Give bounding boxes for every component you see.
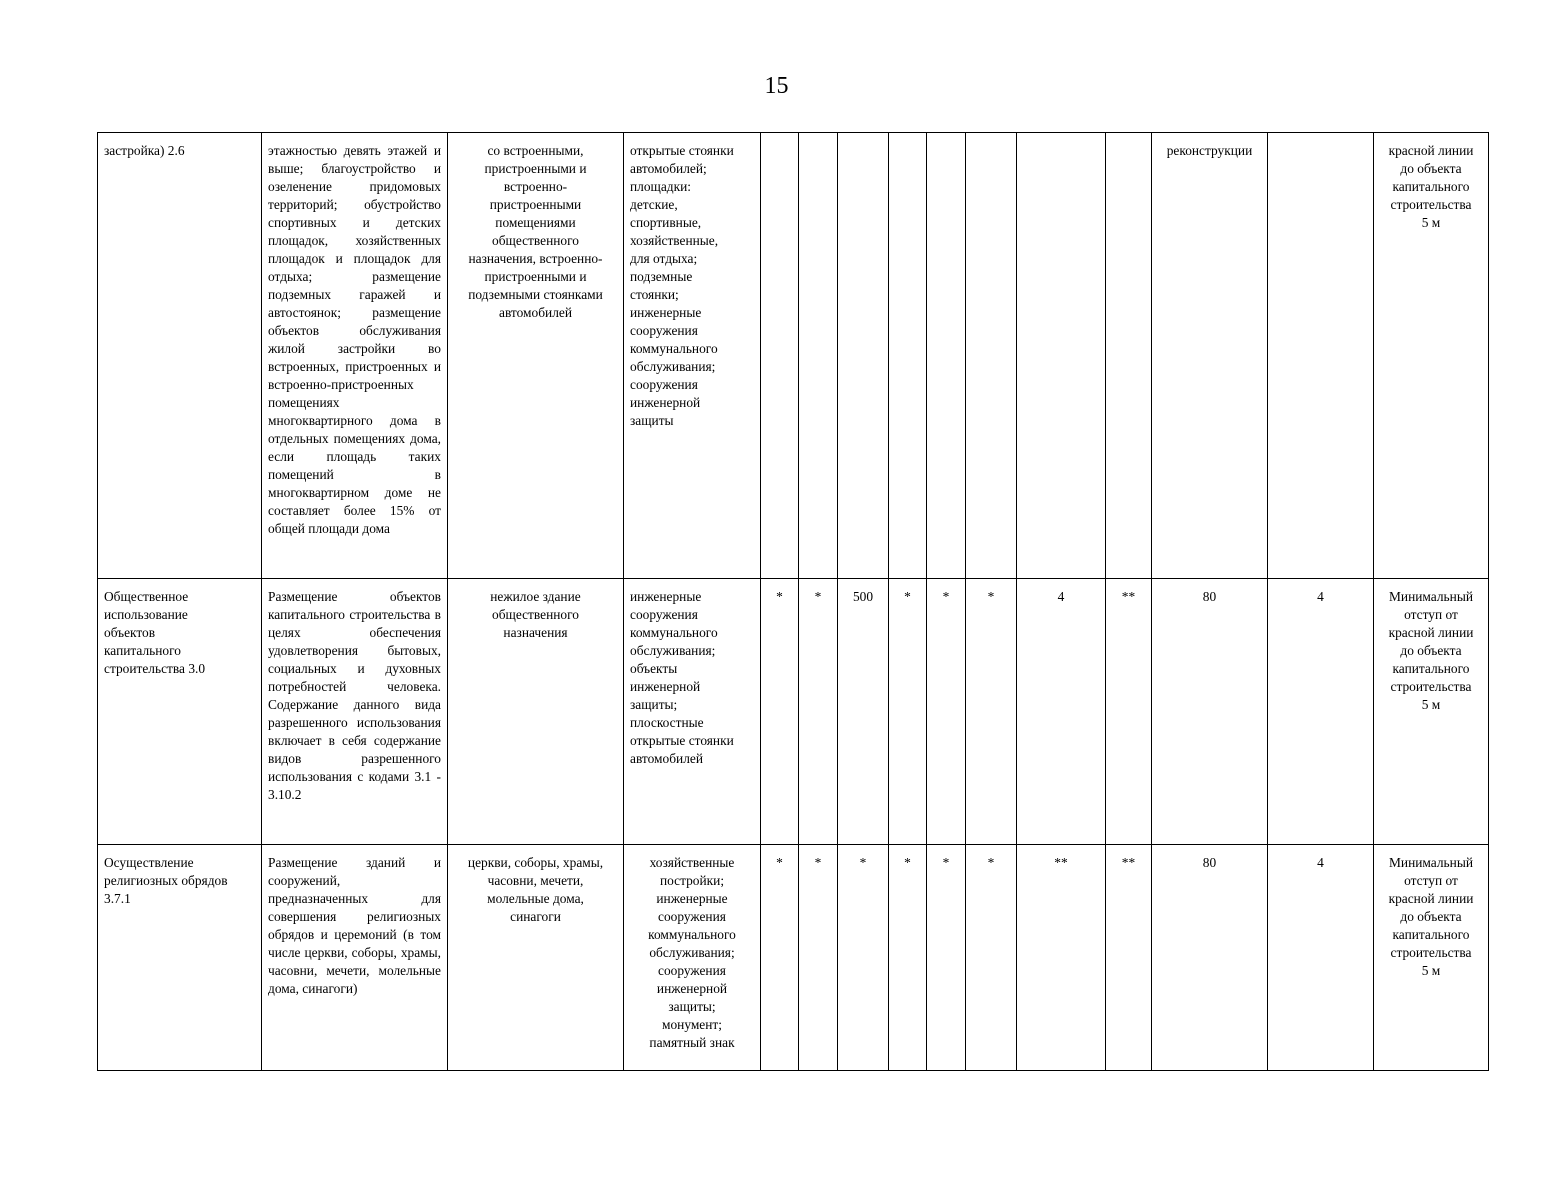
- param-value: 4: [1317, 855, 1324, 870]
- setback-cell: [1374, 579, 1489, 845]
- param-cell-1: [761, 579, 799, 845]
- setback-text: красной линии до объекта капитального строительства 5 м: [1388, 143, 1474, 230]
- param-cell-9: [1152, 845, 1268, 1071]
- setback-text: Минимальный отступ от красной линии до объекта капитального строительства 5 м: [1388, 855, 1474, 978]
- use-description-cell: [262, 845, 448, 1071]
- param-cell-10: [1268, 579, 1374, 845]
- param-cell-10: [1268, 133, 1374, 579]
- param-cell-4: [889, 845, 927, 1071]
- use-name: Осуществление религиозных обрядов 3.7.1: [104, 855, 228, 906]
- param-value: *: [942, 589, 950, 604]
- param-cell-2: [799, 133, 838, 579]
- main-object-cell: [448, 845, 624, 1071]
- param-cell-9: [1152, 133, 1268, 579]
- use-name: Общественное использование объектов капитального строительства 3.0: [104, 589, 206, 676]
- setback-cell: [1374, 133, 1489, 579]
- auxiliary-object-cell: [624, 579, 761, 845]
- use-description: Размещение зданий и сооружений, предназначенных для совершения религиозных обрядов и церемоний (в том числе церкви, соборы, храмы, часовни, мечети, молельные дома, синагоги): [268, 855, 441, 996]
- auxiliary-object: хозяйственные постройки; инженерные сооружения коммунального обслуживания; сооружения инженерной защиты; монумент; памятный знак: [648, 855, 736, 1050]
- use-description-cell: [262, 579, 448, 845]
- param-cell-7: [1017, 579, 1106, 845]
- param-value: *: [987, 589, 995, 604]
- param-cell-3: [838, 133, 889, 579]
- page-number: 15: [764, 73, 789, 99]
- use-name: застройка) 2.6: [104, 143, 185, 158]
- auxiliary-object-cell: [624, 845, 761, 1071]
- table-row: [98, 845, 1489, 1071]
- param-cell-7: [1017, 845, 1106, 1071]
- param-value: *: [776, 589, 783, 604]
- param-value: *: [904, 589, 911, 604]
- param-cell-2: [799, 845, 838, 1071]
- param-value: 4: [1057, 589, 1065, 604]
- param-value: *: [814, 855, 822, 870]
- auxiliary-object-cell: [624, 133, 761, 579]
- permitted-use-table: [97, 132, 1489, 1071]
- param-value: *: [942, 855, 950, 870]
- use-description-cell: [262, 133, 448, 579]
- param-value: *: [814, 589, 822, 604]
- main-object: со встроенными, пристроенными и встроенно- пристроенными помещениями общественного назначения, встроенно- пристроенными и подземными стоянками автомобилей: [468, 143, 603, 320]
- main-object: нежилое здание общественного назначения: [490, 589, 581, 640]
- param-cell-10: [1268, 845, 1374, 1071]
- main-object-cell: [448, 133, 624, 579]
- use-description: этажностью девять этажей и выше; благоустройство и озеленение придомовых территорий; обустройство спортивных и детских площадок, хозяйственных площадок и площадок для отдыха; размещение подземных гаражей и автостоянок; размещение объектов обслуживания жилой застройки во встроенных, пристроенных и встроенно-пристроенных помещениях многоквартирного дома в отдельных помещениях дома, если площадь таких помещений в многоквартирном доме не составляет более 15% от общей площади дома: [268, 143, 441, 536]
- param-value: *: [904, 855, 911, 870]
- table-row: [98, 133, 1489, 579]
- param-value: реконструкции: [1166, 143, 1253, 158]
- main-object-cell: [448, 579, 624, 845]
- param-cell-4: [889, 133, 927, 579]
- param-cell-4: [889, 579, 927, 845]
- param-value: *: [859, 855, 867, 870]
- param-cell-3: [838, 845, 889, 1071]
- auxiliary-object: открытые стоянки автомобилей; площадки: детские, спортивные, хозяйственные, для отдыха; подземные стоянки; инженерные сооружения коммунального обслуживания; сооружения инженерной защиты: [630, 143, 734, 428]
- param-cell-8: [1106, 845, 1152, 1071]
- param-value: *: [987, 855, 995, 870]
- param-cell-6: [966, 133, 1017, 579]
- main-object: церкви, соборы, храмы, часовни, мечети, молельные дома, синагоги: [467, 855, 604, 924]
- param-cell-6: [966, 845, 1017, 1071]
- setback-cell: [1374, 845, 1489, 1071]
- setback-text: Минимальный отступ от красной линии до объекта капитального строительства 5 м: [1388, 589, 1474, 712]
- param-cell-6: [966, 579, 1017, 845]
- param-value: 4: [1317, 589, 1324, 604]
- param-cell-1: [761, 133, 799, 579]
- param-value: 500: [852, 589, 874, 604]
- use-name-cell: [98, 579, 262, 845]
- param-cell-8: [1106, 133, 1152, 579]
- param-cell-5: [927, 579, 966, 845]
- param-value: *: [776, 855, 783, 870]
- param-cell-5: [927, 133, 966, 579]
- param-value: **: [1121, 855, 1136, 870]
- param-cell-1: [761, 845, 799, 1071]
- param-value: 80: [1202, 589, 1217, 604]
- param-cell-5: [927, 845, 966, 1071]
- auxiliary-object: инженерные сооружения коммунального обслуживания; объекты инженерной защиты; плоскостные открытые стоянки автомобилей: [630, 589, 734, 766]
- param-value: 80: [1202, 855, 1217, 870]
- param-value: **: [1054, 855, 1068, 870]
- param-cell-3: [838, 579, 889, 845]
- param-value: **: [1121, 589, 1136, 604]
- param-cell-7: [1017, 133, 1106, 579]
- use-name-cell: [98, 133, 262, 579]
- param-cell-9: [1152, 579, 1268, 845]
- param-cell-8: [1106, 579, 1152, 845]
- use-description: Размещение объектов капитального строительства в целях обеспечения удовлетворения бытовых, социальных и духовных потребностей человека. Содержание данного вида разрешенного использования включает в себя содержание видов разрешенного использования с кодами 3.1 - 3.10.2: [268, 589, 441, 802]
- table-row: [98, 579, 1489, 845]
- use-name-cell: [98, 845, 262, 1071]
- param-cell-2: [799, 579, 838, 845]
